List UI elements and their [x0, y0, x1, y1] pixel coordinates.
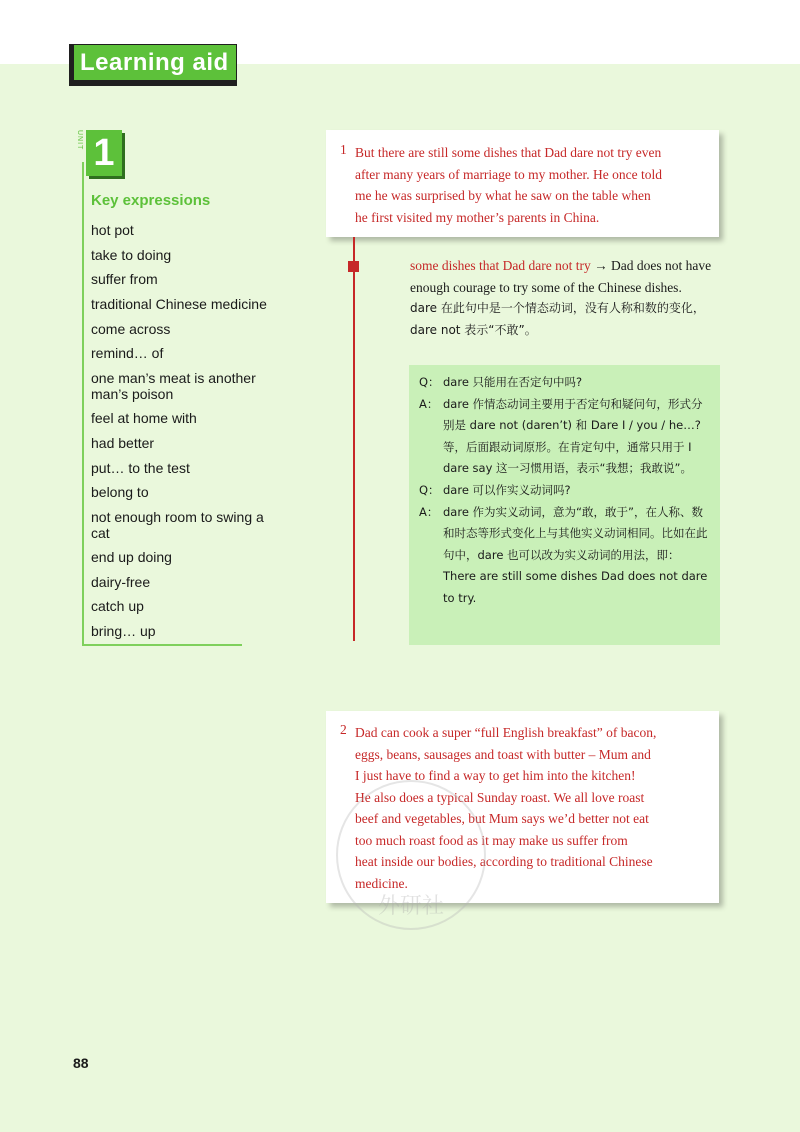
- excerpt-number: 2: [340, 722, 347, 737]
- excerpt-line: heat inside our bodies, according to traditional Chinese: [355, 854, 653, 869]
- excerpt-line: beef and vegetables, but Mum says we’d better not eat: [355, 811, 649, 826]
- excerpt-line: too much roast food as it may make us suffer from: [355, 832, 628, 848]
- answer-row: [419, 502, 712, 610]
- expression-item: end up doing: [91, 548, 172, 565]
- question-row: [419, 480, 712, 502]
- excerpt-line: medicine.: [355, 875, 408, 891]
- expression-item: dairy-free: [91, 573, 151, 590]
- expression-item: take to doing: [91, 246, 172, 263]
- excerpt-line: me he was surprised by what he saw on the table when: [355, 188, 651, 203]
- publisher-watermark: 外研社: [336, 780, 486, 930]
- note-highlight: some dishes that Dad dare not try: [410, 258, 591, 273]
- page-title: Learning aid: [74, 45, 236, 80]
- question-text: dare 可以作实义动词吗?: [443, 482, 571, 497]
- note-chinese-line: dare 在此句中是一个情态动词，没有人称和数的变化，: [410, 301, 705, 315]
- sidebar-divider: [82, 162, 84, 646]
- answer-text: dare 作情态动词主要用于否定句和疑问句，形式分别是 dare not (daren’t) 和 Dare I / you / he…? 等，后面跟动词原形。在肯定句中，通常只用于 I dare say 这一习惯用语，表示“我想；我敢说”。: [443, 396, 703, 476]
- expression-item: one man’s meat is another man’s poison: [91, 370, 256, 403]
- excerpt-line: But there are still some dishes that Dad dare not try even: [355, 145, 662, 160]
- note-connector-line: [353, 237, 355, 641]
- excerpt-line: eggs, beans, sausages and toast with butter – Mum and: [355, 746, 651, 762]
- note-chinese-line: dare not 表示“不敢”。: [410, 322, 537, 337]
- arrow-icon: →: [590, 258, 611, 273]
- key-expressions-title: Key expressions: [91, 192, 211, 209]
- expression-item: bring… up: [91, 622, 156, 639]
- answer-label: A：: [419, 396, 439, 411]
- excerpt-line: I just have to find a way to get him into the kitchen!: [355, 768, 636, 783]
- excerpt-line: He also does a typical Sunday roast. We all love roast: [355, 789, 645, 805]
- note-marker: [348, 261, 359, 272]
- excerpt-text: [355, 142, 707, 228]
- expression-item: remind… of: [91, 345, 164, 362]
- language-note: [410, 255, 720, 341]
- question-text: dare 只能用在否定句中吗?: [443, 375, 583, 389]
- expression-item: come across: [91, 320, 171, 337]
- sidebar-bottom-rule: [82, 644, 242, 646]
- expression-item: catch up: [91, 598, 144, 615]
- excerpt-card-1: [326, 130, 719, 237]
- note-explanation: Dad does not have enough courage to try some of the Chinese dishes.: [410, 258, 712, 295]
- question-label: Q：: [419, 375, 440, 389]
- expression-item: had better: [91, 434, 155, 451]
- answer-row: [419, 394, 712, 480]
- expression-item: hot pot: [91, 222, 134, 238]
- qa-box: [409, 365, 720, 645]
- expression-item: not enough room to swing a cat: [91, 508, 264, 541]
- expression-item: traditional Chinese medicine: [91, 296, 267, 313]
- unit-label: UNIT: [76, 130, 83, 151]
- expression-item: put… to the test: [91, 459, 190, 476]
- question-row: [419, 372, 712, 394]
- unit-number: 1: [86, 130, 122, 176]
- expression-item: belong to: [91, 484, 149, 501]
- excerpt-line: after many years of marriage to my mother. He once told: [355, 166, 663, 182]
- page-number: 88: [73, 1055, 89, 1071]
- answer-label: A：: [419, 504, 439, 519]
- question-label: Q：: [419, 482, 440, 497]
- expression-item: feel at home with: [91, 410, 197, 427]
- excerpt-line: Dad can cook a super “full English breakfast” of bacon,: [355, 725, 657, 740]
- key-expressions-list: [91, 218, 281, 644]
- excerpt-line: he first visited my mother’s parents in China.: [355, 209, 600, 225]
- answer-text: dare 作为实义动词，意为“敢，敢于”，在人称、数和时态等形式变化上与其他实义动词相同。比如在此句中，dare 也可以改为实义动词的用法，即：There are still some dishes Dad does not dare to try.: [443, 504, 708, 605]
- excerpt-number: 1: [340, 142, 347, 157]
- expression-item: suffer from: [91, 271, 158, 288]
